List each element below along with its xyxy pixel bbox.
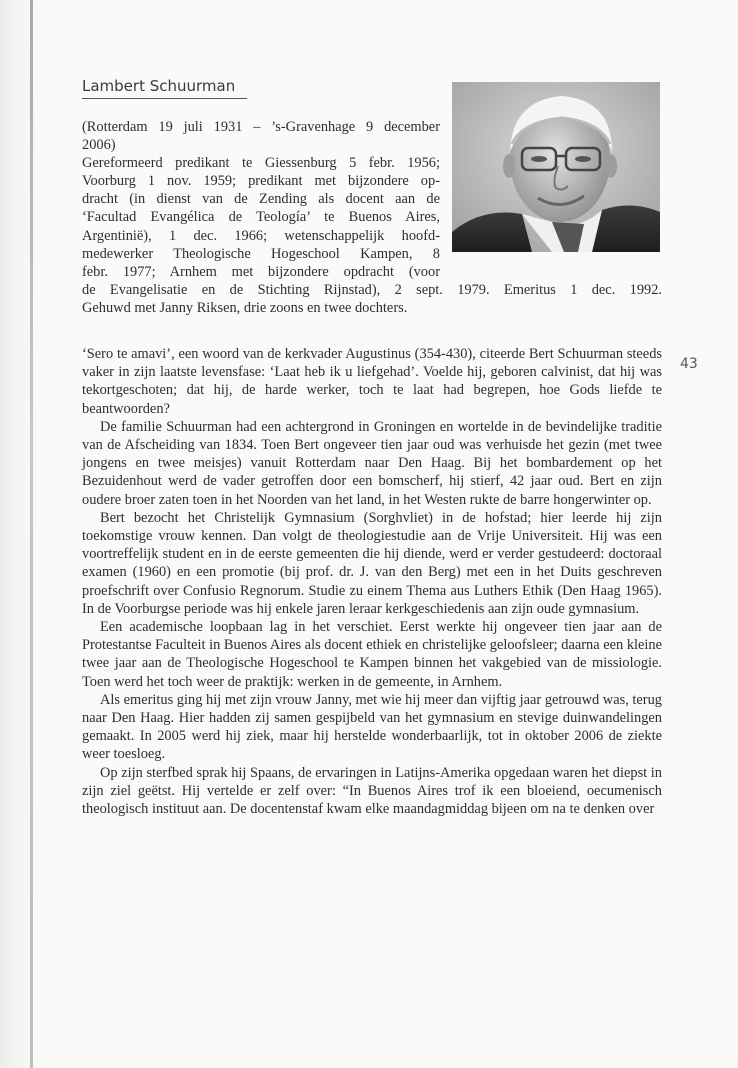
paragraph: ‘Sero te amavi’, een woord van de kerkvader Augustinus (354-430), citeerde Bert Schuurman steeds vaker in zijn laatste levensfase: ‘Laat heb ik u liefgehad’. Voelde hij, geboren calvinist, dat hij was tekortgeschoten; dat hij, de harde werker, toch te laat had begrepen, hoe Gods liefde te beantwoorden? [82, 346, 662, 417]
bio-line: Argentinië), 1 dec. 1966; wetenschappelijk hoofd- [82, 227, 440, 244]
paragraph: De familie Schuurman had een achtergrond in Groningen en wortelde in de bevindelijke traditie van de Afscheiding van 1834. Toen Bert ongeveer tien jaar oud was verhuisde het gezin (met twee jongens en twee meisjes) vanuit Rotterdam naar Den Haag. Bij het bombardement op het Bezuidenhout werd de vader getroffen door een bomscherf, hij stierf, 42 jaar oud. Bert en zijn oudere broer zaten toen in het Noorden van het land, in het Westen rukte de barre hongerwinter op. [82, 418, 662, 508]
article-body [82, 345, 662, 818]
bio-line: Voorburg 1 nov. 1959; predikant met bijzondere op- [82, 173, 440, 190]
bio-line: Gehuwd met Janny Riksen, drie zoons en twee dochters. [82, 299, 408, 316]
bio-line: febr. 1977; Arnhem met bijzondere opdracht (voor [82, 263, 440, 280]
bio-line: 2006) [82, 137, 116, 154]
bio-line: medewerker Theologische Hogeschool Kampen, 8 [82, 245, 440, 262]
biographical-summary [82, 118, 662, 317]
book-spine-shadow [0, 0, 40, 1068]
bio-line: dracht (in dienst van de Zending als docent aan de [82, 191, 440, 208]
page-number: 43 [680, 356, 698, 372]
person-name-heading: Lambert Schuurman [82, 77, 247, 99]
paragraph: Als emeritus ging hij met zijn vrouw Janny, met wie hij meer dan vijftig jaar getrouwd was, terug naar Den Haag. Hier hadden zij samen gespijbeld van het gymnasium en stevige duinwandelingen gemaakt. In 2005 werd hij ziek, maar hij herstelde wonderbaarlijk, tot in oktober 2006 de ziekte weer toesloeg. [82, 691, 662, 763]
bio-line: Gereformeerd predikant te Giessenburg 5 febr. 1956; [82, 155, 440, 172]
paragraph: Een academische loopbaan lag in het verschiet. Eerst werkte hij ongeveer tien jaar aan de Protestantse Faculteit in Buenos Aires als docent ethiek en christelijke geloofsleer; daarna een kleine twee jaar aan de Theologische Hogeschool te Kampen binnen het vakgebied van de missiologie. Toen werd het toch weer de praktijk: werken in de gemeente, in Arnhem. [82, 619, 662, 690]
paragraph: Bert bezocht het Christelijk Gymnasium (Sorghvliet) in de hofstad; hier leerde hij zijn toekomstige vrouw kennen. Dan volgt de theologiestudie aan de Vrije Universiteit. Hij was een voortreffelijk student en in de eerste gemeenten die hij diende, werd er verder gestudeerd: doctoraal examen (1960) en een promotie (bij prof. dr. J. van den Berg) met een in het Duits geschreven proefschrift over Confusio Regnorum. Studie zu einem Thema aus Luthers Ethik (Den Haag 1965). In de Voorburgse periode was hij enkele jaren leraar kerkgeschiedenis aan zijn oude gymnasium. [82, 509, 662, 617]
bio-line: ‘Facultad Evangélica de Teología’ te Buenos Aires, [82, 209, 440, 226]
book-gutter-line [30, 0, 33, 1068]
bio-line: (Rotterdam 19 juli 1931 – ’s-Gravenhage 9 december [82, 119, 440, 135]
bio-line: de Evangelisatie en de Stichting Rijnstad), 2 sept. 1979. Emeritus 1 dec. 1992. [82, 281, 662, 298]
paragraph: Op zijn sterfbed sprak hij Spaans, de ervaringen in Latijns-Amerika opgedaan waren het diepst in zijn ziel geëtst. Hij vertelde er zelf over: “In Buenos Aires trof ik een bloeiend, oecumenisch theologisch instituut aan. De docentenstaf kwam elke maandagmiddag bijeen om na te denken over [82, 764, 662, 818]
